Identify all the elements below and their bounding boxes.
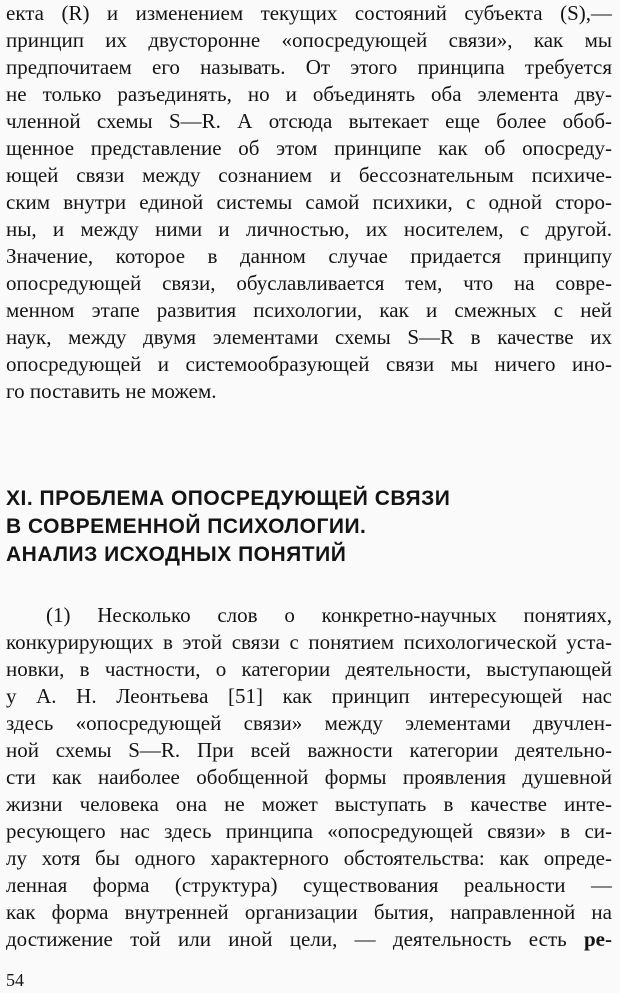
heading-line: XI. ПРОБЛЕМА ОПОСРЕДУЮЩЕЙ СВЯЗИ xyxy=(6,487,451,510)
heading-line: АНАЛИЗ ИСХОДНЫХ ПОНЯТИЙ xyxy=(6,543,347,566)
text-line: у А. Н. Леонтьева [51] как принцип интересующей нас xyxy=(6,684,612,708)
text-line: (1) Несколько слов о конкретно-научных понятиях, xyxy=(46,603,612,627)
text-line: здесь «опосредующей связи» между элементами двучлен- xyxy=(6,711,612,735)
text-line xyxy=(6,926,612,953)
text-line: членной схемы S—R. А отсюда вытекает еще более обоб- xyxy=(6,109,612,133)
text-line: сти как наиболее обобщенной формы проявления душевной xyxy=(6,765,612,789)
text-line: щенное представление об этом принципе как об опосреду- xyxy=(6,136,612,160)
text-line: менном этапе развития психологии, как и смежных с ней xyxy=(6,298,612,322)
text-line: наук, между двумя элементами схемы S—R в качестве их xyxy=(6,325,612,349)
text-line: жизни человека она не может выступать в качестве инте- xyxy=(6,792,612,816)
text-line: как форма внутренней организации бытия, направленной на xyxy=(6,900,612,924)
heading-line: В СОВРЕМЕННОЙ ПСИХОЛОГИИ. xyxy=(6,515,367,538)
text-line: Значение, которое в данном случае придается принципу xyxy=(6,244,612,268)
text-line: опосредующей связи, обуславливается тем, что на совре- xyxy=(6,271,612,295)
text-line: ны, и между ними и личностью, их носителем, с другой. xyxy=(6,217,612,241)
line-text: достижение той или иной цели, — деятельность есть xyxy=(6,927,584,951)
text-line: екта (R) и изменением текущих состояний субъекта (S),— xyxy=(6,1,612,25)
text-line: новки, в частности, о категории деятельности, выступающей xyxy=(6,657,612,681)
text-line: го поставить не можем. xyxy=(6,379,217,403)
text-line: предпочитаем его называть. От этого принципа требуется xyxy=(6,55,612,79)
text-line: ной схемы S—R. При всей важности категории деятельно- xyxy=(6,738,612,762)
text-line: принцип их двустороннe «опосредующей связи», как мы xyxy=(6,28,612,52)
text-line: конкурирующих в этой связи с понятием психологической уста- xyxy=(6,630,612,654)
page-number: 54 xyxy=(6,970,24,990)
text-line: ющей связи между сознанием и бессознательным психиче- xyxy=(6,163,612,187)
text-line: лу хотя бы одного характерного обстоятельства: как опреде- xyxy=(6,846,612,870)
text-line: опосредующей и системообразующей связи мы ничего ино- xyxy=(6,352,612,376)
text-line: ским внутри единой системы самой психики, с одной сторо- xyxy=(6,190,612,214)
text-line: не только разъединять, но и объединять оба элемента дву- xyxy=(6,82,612,106)
emphasis-text: ре- xyxy=(584,927,612,951)
text-line: ресующего нас здесь принципа «опосредующей связи» в си- xyxy=(6,819,612,843)
text-line: ленная форма (структура) существования реальности — xyxy=(6,873,612,897)
